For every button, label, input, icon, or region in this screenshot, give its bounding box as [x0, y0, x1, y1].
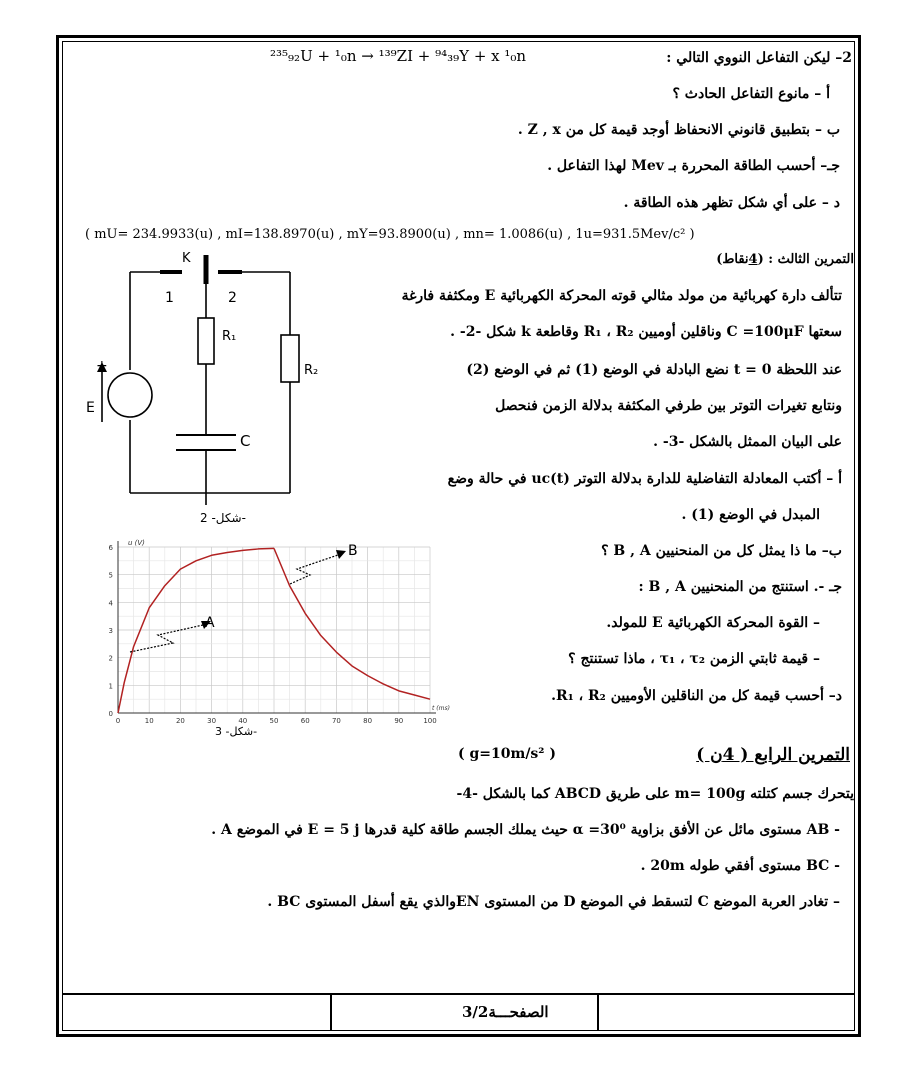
footer-divider-left [330, 995, 332, 1031]
ex4-line-3: - BC مستوى أفقي طوله 20m . [640, 858, 840, 874]
resistor-r1 [198, 318, 214, 364]
ex3-line-12: د– أحسب قيمة كل من الناقلين الأوميين R₁ ، R₂. [551, 688, 842, 704]
y-tick-label: 1 [108, 682, 113, 691]
uc-chart [100, 535, 480, 740]
nuclear-q-d: د – على أي شكل تظهر هذه الطاقة . [623, 195, 840, 211]
footer-divider-right [597, 995, 599, 1031]
y-tick-label: 4 [108, 599, 113, 608]
label-b: B [348, 543, 358, 559]
x-tick-label: 20 [175, 717, 185, 725]
ex3-line-8: ب– ما ذا يمثل كل من المنحنيين B , A ؟ [601, 543, 842, 559]
x-axis-label: t (ms) [432, 705, 450, 712]
ex3-line-2: سعتها C =100μF وناقلين أوميين R₁ ، R₂ وقاطعة k شكل -2- . [450, 324, 842, 340]
label-e: E [86, 400, 95, 416]
ex3-line-11: – قيمة ثابتي الزمن τ₁ ، τ₂ ، ماذا تستنتج ؟ [568, 651, 820, 667]
ex4-line-4: – تغادر العربة الموضع C لتسقط في الموضع D من المستوى ENوالذي يقع أسفل المستوى BC . [267, 894, 840, 910]
ex3-line-5: على البيان الممثل بالشكل -3- . [653, 434, 842, 450]
y-tick-label: 5 [108, 571, 113, 580]
ex3-title-prefix: التمرين الثالث : ( [757, 252, 854, 267]
label-k: K [182, 251, 191, 266]
ex3-line-10: – القوة المحركة الكهربائية E للمولد. [606, 615, 820, 631]
label-plus: + [96, 358, 108, 374]
x-tick-label: 30 [207, 717, 217, 725]
y-tick-label: 2 [108, 654, 113, 663]
x-tick-label: 60 [300, 717, 310, 725]
x-tick-label: 100 [423, 717, 437, 725]
generator-circle [108, 373, 152, 417]
x-tick-label: 80 [363, 717, 373, 725]
ex3-line-3: عند اللحظة t = 0 نضع البادلة في الوضع (1) ثم في الوضع (2) [466, 362, 842, 378]
x-tick-label: 70 [331, 717, 341, 725]
x-tick-label: 0 [115, 717, 121, 725]
y-axis-label: u (V) [128, 539, 145, 547]
x-tick-label: 10 [144, 717, 154, 725]
nuclear-constants: ( mU= 234.9933(u) , mI=138.8970(u) , mY=93.8900(u) , mn= 1.0086(u) , 1u=931.5Mev/c² ) [85, 227, 695, 242]
chart-labels [130, 543, 358, 738]
nuclear-q-b: ب – بتطبيق قانوني الانحفاظ أوجد قيمة كل من Z , x . [517, 122, 840, 138]
chart-grid [118, 547, 430, 713]
label-b-arrowhead [336, 550, 346, 559]
ex3-line-6: أ – أكتب المعادلة التفاضلية للدارة بدلالة التوتر uc(t) في حالة وضع [447, 471, 842, 487]
label-c: C [240, 432, 251, 450]
label-b-arrow [290, 555, 338, 584]
ex3-line-7: المبدل في الوضع (1) . [681, 507, 820, 523]
x-tick-label: 90 [394, 717, 404, 725]
x-tick-label: 50 [269, 717, 279, 725]
chart-caption: شكل- 3- [215, 725, 258, 738]
label-r1: R₁ [222, 329, 237, 344]
nuclear-equation: ²³⁵₉₂U + ¹₀n → ¹³⁹ZI + ⁹⁴₃₉Y + x ¹₀n [270, 47, 527, 65]
page-footer [62, 993, 855, 1031]
page-number: الصفحـــة3/2 [462, 1003, 549, 1021]
label-r2: R₂ [304, 363, 319, 378]
y-tick-label: 0 [108, 710, 113, 718]
nuclear-q-c: جـ– أحسب الطاقة المحررة بـ Mev لهذا التفاعل . [547, 158, 840, 174]
resistor-r2 [281, 335, 299, 382]
circuit-diagram [70, 250, 320, 530]
y-tick-label: 3 [108, 627, 113, 635]
ex3-title-suffix: نقاط) [716, 252, 749, 267]
ex4-g: ( g=10m/s² ) [458, 746, 556, 762]
label-pos2: 2 [228, 290, 237, 306]
x-tick-label: 40 [238, 717, 248, 725]
ex4-line-2: - AB مستوى مائل عن الأفق بزاوية α =30⁰ حيث يملك الجسم طاقة كلية قدرها E = 5 j في الموضع A . [211, 822, 840, 838]
y-tick-label: 6 [108, 544, 113, 552]
ex4-line-1: يتحرك جسم كتلته m= 100g على طريق ABCD كما بالشكل -4- [456, 786, 854, 802]
label-a: A [205, 615, 215, 631]
ex4-title: التمرين الرابع ( 4ن ) [696, 745, 850, 765]
circuit-caption: شكل- 2- [200, 511, 246, 525]
ex3-title [716, 252, 854, 267]
ex3-line-1: تتألف دارة كهربائية من مولد مثالي قوته المحركة الكهربائية E ومكثفة فارغة [401, 288, 842, 304]
ex3-title-points: 4 [748, 252, 758, 267]
ex3-line-4: ونتابع تغيرات التوتر بين طرفي المكثفة بدلالة الزمن فنحصل [495, 398, 842, 414]
nuclear-intro: 2– ليكن التفاعل النووي التالي : [666, 50, 852, 66]
nuclear-q-a: أ – مانوع التفاعل الحادث ؟ [672, 86, 830, 102]
label-pos1: 1 [165, 290, 174, 306]
ex3-line-9: جـ -. استنتج من المنحنيين B , A : [638, 579, 842, 595]
